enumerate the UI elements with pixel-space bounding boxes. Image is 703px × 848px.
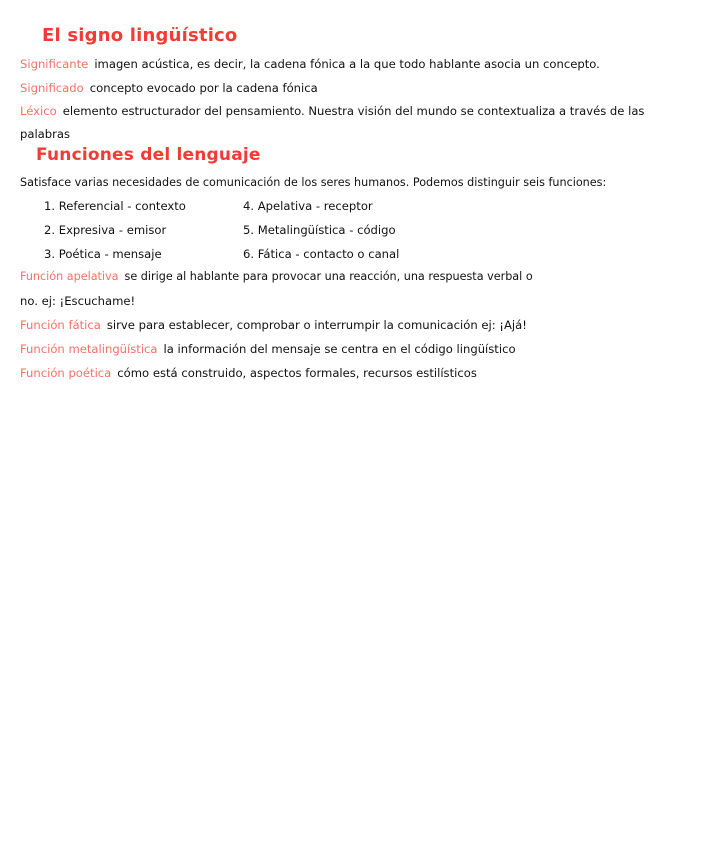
significado-term: Significado xyxy=(20,81,84,95)
significante-definition: imagen acústica, es decir, la cadena fónica a la que todo hablante asocia un concepto. xyxy=(94,57,600,71)
significado-definition: concepto evocado por la cadena fónica xyxy=(89,81,318,95)
lexico-definition: elemento estructurador del pensamiento. Nuestra visión del mundo se contextualiza a través de las xyxy=(62,104,645,118)
fatica-line xyxy=(20,317,527,333)
function-list-item: 5. Metalingüística - código xyxy=(243,223,396,237)
fatica-term: Función fática xyxy=(20,318,101,332)
apelativa-continuation: no. ej: ¡Escuchame! xyxy=(20,294,136,308)
poetica-line xyxy=(20,365,477,381)
metalinguistica-definition: la información del mensaje se centra en el código lingüístico xyxy=(163,342,516,356)
apelativa-definition: se dirige al hablante para provocar una reacción, una respuesta verbal o xyxy=(124,270,533,283)
title-funciones-lenguaje: Funciones del lenguaje xyxy=(36,145,261,165)
lexico-continuation: palabras xyxy=(20,127,71,141)
function-list-item: 4. Apelativa - receptor xyxy=(243,199,373,213)
poetica-term: Función poética xyxy=(20,366,112,380)
funciones-intro: Satisface varias necesidades de comunicación de los seres humanos. Podemos distinguir seis funciones: xyxy=(20,176,607,189)
function-list-item: 6. Fática - contacto o canal xyxy=(243,247,400,261)
significante-term: Significante xyxy=(20,57,89,71)
metalinguistica-term: Función metalingüística xyxy=(20,342,158,356)
lexico-line xyxy=(20,103,644,119)
fatica-definition: sirve para establecer, comprobar o interrumpir la comunicación ej: ¡Ajá! xyxy=(106,318,527,332)
function-list-item: 3. Poética - mensaje xyxy=(44,247,162,261)
metalinguistica-line xyxy=(20,341,516,357)
significante-line xyxy=(20,56,600,72)
function-list-item: 2. Expresiva - emisor xyxy=(44,223,167,237)
title-signo-linguistico: El signo lingüístico xyxy=(42,25,238,46)
function-list-item: 1. Referencial - contexto xyxy=(44,199,186,213)
apelativa-line xyxy=(20,269,533,285)
poetica-definition: cómo está construido, aspectos formales, recursos estilísticos xyxy=(117,366,477,380)
significado-line xyxy=(20,80,318,96)
lexico-term: Léxico xyxy=(20,104,57,118)
apelativa-term: Función apelativa xyxy=(20,270,119,283)
